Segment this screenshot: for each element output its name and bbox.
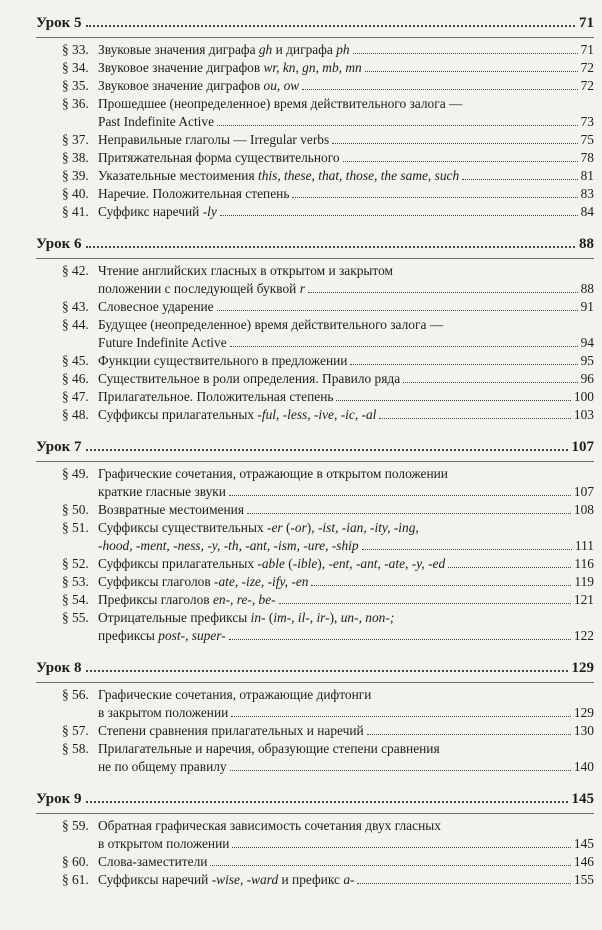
lesson-page-number: 88 xyxy=(579,236,594,252)
entry-line xyxy=(98,758,594,776)
entry-page-number: 100 xyxy=(573,389,594,404)
entry-line xyxy=(98,280,594,298)
entry-line xyxy=(98,77,594,95)
dot-leader xyxy=(350,364,577,365)
toc-entry xyxy=(36,203,594,221)
entry-text: Слова-заместители xyxy=(98,854,208,869)
entry-lines xyxy=(98,501,594,519)
dot-leader xyxy=(231,716,571,717)
entry-text: Графические сочетания, отражающие дифтонги xyxy=(98,687,372,702)
entry-line xyxy=(98,352,594,370)
dot-leader xyxy=(365,71,578,72)
entry-page-number: 95 xyxy=(580,353,594,368)
entry-lines xyxy=(98,853,594,871)
entry-line xyxy=(98,483,594,501)
entry-text: Отрицательные префиксы in- (im-, il-, ir-), un-, non-; xyxy=(98,610,395,625)
dot-leader xyxy=(357,883,570,884)
entry-line xyxy=(98,835,594,853)
section-number: § 54. xyxy=(62,592,89,607)
entry-page-number: 83 xyxy=(580,186,594,201)
toc-entry xyxy=(36,465,594,501)
entry-text: Префиксы глаголов en-, re-, be- xyxy=(98,592,276,607)
entry-line xyxy=(98,95,594,113)
entry-page-number: 119 xyxy=(574,574,594,589)
dot-leader xyxy=(247,513,571,514)
toc-entry xyxy=(36,59,594,77)
entry-page-number: 129 xyxy=(573,705,594,720)
entry-lines xyxy=(98,555,594,573)
entry-page-number: 73 xyxy=(580,114,594,129)
section-number: § 43. xyxy=(62,299,89,314)
entry-text: Указательные местоимения this, these, that, those, the same, such xyxy=(98,168,460,183)
toc-entry xyxy=(36,519,594,555)
toc-entry xyxy=(36,41,594,59)
entry-line xyxy=(98,537,594,555)
toc-entry xyxy=(36,406,594,424)
section-number: § 42. xyxy=(62,263,89,278)
entry-text: Суффиксы наречий -wise, -ward и префикс a- xyxy=(98,872,355,887)
dot-leader xyxy=(232,847,570,848)
entry-text: Прошедшее (неопределенное) время действительного залога — xyxy=(98,96,463,111)
entry-text: не по общему правилу xyxy=(98,759,227,774)
entry-line xyxy=(98,465,594,483)
section-number: § 50. xyxy=(62,502,89,517)
entry-page-number: 108 xyxy=(573,502,594,517)
lesson-section xyxy=(36,659,594,776)
entry-line xyxy=(98,722,594,740)
dot-leader xyxy=(229,639,571,640)
entry-text: Неправильные глаголы — Irregular verbs xyxy=(98,132,330,147)
entry-line xyxy=(98,704,594,722)
section-number: § 49. xyxy=(62,466,89,481)
toc-entry xyxy=(36,131,594,149)
entry-lines xyxy=(98,871,594,889)
lesson-header xyxy=(36,659,594,683)
lesson-page-number: 71 xyxy=(579,15,594,31)
entry-lines xyxy=(98,59,594,77)
entry-text: Будущее (неопределенное) время действительного залога — xyxy=(98,317,444,332)
section-number: § 35. xyxy=(62,78,89,93)
entry-line xyxy=(98,185,594,203)
entry-line xyxy=(98,853,594,871)
toc-entry xyxy=(36,686,594,722)
entry-text: префиксы post-, super- xyxy=(98,628,226,643)
dot-leader xyxy=(302,89,577,90)
entry-lines xyxy=(98,262,594,298)
entry-page-number: 96 xyxy=(580,371,594,386)
section-number: § 41. xyxy=(62,204,89,219)
entry-lines xyxy=(98,95,594,131)
entry-list xyxy=(36,817,594,889)
toc-entry xyxy=(36,573,594,591)
toc-entry xyxy=(36,262,594,298)
entry-text: Существительное в роли определения. Правило ряда xyxy=(98,371,401,386)
toc-entry xyxy=(36,740,594,776)
toc-entry xyxy=(36,149,594,167)
dot-leader xyxy=(448,567,571,568)
dot-leader xyxy=(86,670,568,672)
entry-text: Future Indefinite Active xyxy=(98,335,227,350)
entry-lines xyxy=(98,686,594,722)
entry-line xyxy=(98,817,594,835)
entry-line xyxy=(98,871,594,889)
entry-page-number: 75 xyxy=(580,132,594,147)
entry-line xyxy=(98,740,594,758)
entry-lines xyxy=(98,185,594,203)
entry-page-number: 72 xyxy=(580,78,594,93)
dot-leader xyxy=(353,53,578,54)
entry-line xyxy=(98,41,594,59)
dot-leader xyxy=(379,418,571,419)
toc-entry xyxy=(36,722,594,740)
toc-entry xyxy=(36,501,594,519)
entry-lines xyxy=(98,149,594,167)
entry-lines xyxy=(98,722,594,740)
entry-text: Past Indefinite Active xyxy=(98,114,215,129)
section-number: § 53. xyxy=(62,574,89,589)
entry-lines xyxy=(98,388,594,406)
entry-text: Звуковые значения диграфа gh и диграфа ph xyxy=(98,42,350,57)
entry-lines xyxy=(98,352,594,370)
entry-line xyxy=(98,501,594,519)
entry-lines xyxy=(98,167,594,185)
toc-entry xyxy=(36,609,594,645)
entry-text: положении с последующей буквой r xyxy=(98,281,305,296)
entry-text: Возвратные местоимения xyxy=(98,502,244,517)
entry-page-number: 145 xyxy=(573,836,594,851)
entry-text: Степени сравнения прилагательных и наречий xyxy=(98,723,364,738)
entry-line xyxy=(98,262,594,280)
entry-line xyxy=(98,298,594,316)
section-number: § 47. xyxy=(62,389,89,404)
toc-entry xyxy=(36,817,594,853)
lesson-header xyxy=(36,14,594,38)
section-number: § 57. xyxy=(62,723,89,738)
dot-leader xyxy=(86,801,568,803)
entry-lines xyxy=(98,817,594,853)
entry-list xyxy=(36,465,594,645)
entry-lines xyxy=(98,573,594,591)
entry-text: Притяжательная форма существительного xyxy=(98,150,340,165)
section-number: § 60. xyxy=(62,854,89,869)
dot-leader xyxy=(336,400,570,401)
entry-text: Звуковое значение диграфов ou, ow xyxy=(98,78,300,93)
dot-leader xyxy=(217,310,578,311)
entry-line xyxy=(98,203,594,221)
entry-line xyxy=(98,167,594,185)
toc-entry xyxy=(36,591,594,609)
entry-line xyxy=(98,555,594,573)
entry-text: Звуковое значение диграфов wr, kn, gn, mb, mn xyxy=(98,60,362,75)
entry-page-number: 116 xyxy=(574,556,594,571)
entry-line xyxy=(98,370,594,388)
entry-lines xyxy=(98,591,594,609)
entry-line xyxy=(98,388,594,406)
lesson-section xyxy=(36,790,594,889)
entry-lines xyxy=(98,41,594,59)
entry-line xyxy=(98,591,594,609)
dot-leader xyxy=(343,161,578,162)
section-number: § 46. xyxy=(62,371,89,386)
section-number: § 36. xyxy=(62,96,89,111)
entry-text: Суффикс наречий -ly xyxy=(98,204,217,219)
section-number: § 56. xyxy=(62,687,89,702)
dot-leader xyxy=(220,215,578,216)
entry-text: Чтение английских гласных в открытом и закрытом xyxy=(98,263,394,278)
lesson-page-number: 129 xyxy=(571,660,594,676)
entry-line xyxy=(98,406,594,424)
toc-entry xyxy=(36,298,594,316)
toc-entry xyxy=(36,316,594,352)
dot-leader xyxy=(292,197,577,198)
section-number: § 58. xyxy=(62,741,89,756)
section-number: § 48. xyxy=(62,407,89,422)
toc-entry xyxy=(36,167,594,185)
dot-leader xyxy=(403,382,577,383)
entry-lines xyxy=(98,519,594,555)
entry-line xyxy=(98,316,594,334)
entry-lines xyxy=(98,609,594,645)
entry-line xyxy=(98,573,594,591)
entry-line xyxy=(98,59,594,77)
entry-list xyxy=(36,41,594,221)
dot-leader xyxy=(279,603,571,604)
entry-text: Суффиксы прилагательных -ful, -less, -ive, -ic, -al xyxy=(98,407,377,422)
dot-leader xyxy=(230,770,571,771)
lesson-section xyxy=(36,235,594,424)
entry-page-number: 146 xyxy=(573,854,594,869)
dot-leader xyxy=(86,449,568,451)
entry-text: Словесное ударение xyxy=(98,299,214,314)
lesson-page-number: 107 xyxy=(571,439,594,455)
entry-line xyxy=(98,149,594,167)
lesson-header xyxy=(36,438,594,462)
entry-page-number: 122 xyxy=(573,628,594,643)
entry-page-number: 103 xyxy=(573,407,594,422)
toc-entry xyxy=(36,388,594,406)
section-number: § 61. xyxy=(62,872,89,887)
entry-text: в открытом положении xyxy=(98,836,230,851)
entry-lines xyxy=(98,406,594,424)
lesson-title: Урок 8 xyxy=(36,660,82,676)
lesson-title: Урок 6 xyxy=(36,236,82,252)
dot-leader xyxy=(210,865,570,866)
dot-leader xyxy=(217,125,578,126)
entry-page-number: 94 xyxy=(580,335,594,350)
entry-text: в закрытом положении xyxy=(98,705,229,720)
entry-page-number: 71 xyxy=(580,42,594,57)
section-number: § 44. xyxy=(62,317,89,332)
entry-text: Суффиксы глаголов -ate, -ize, -ify, -en xyxy=(98,574,309,589)
entry-text: Прилагательные и наречия, образующие степени сравнения xyxy=(98,741,440,756)
entry-text: краткие гласные звуки xyxy=(98,484,226,499)
entry-page-number: 91 xyxy=(580,299,594,314)
toc-entry xyxy=(36,352,594,370)
entry-text: Суффиксы существительных -er (-or), -ist, -ian, -ity, -ing, xyxy=(98,520,419,535)
entry-lines xyxy=(98,370,594,388)
entry-page-number: 121 xyxy=(573,592,594,607)
dot-leader xyxy=(367,734,571,735)
entry-line xyxy=(98,609,594,627)
toc-entry xyxy=(36,555,594,573)
entry-line xyxy=(98,627,594,645)
section-number: § 37. xyxy=(62,132,89,147)
dot-leader xyxy=(86,246,575,248)
section-number: § 34. xyxy=(62,60,89,75)
entry-lines xyxy=(98,203,594,221)
entry-page-number: 107 xyxy=(573,484,594,499)
entry-text: -hood, -ment, -ness, -y, -th, -ant, -ism, -ure, -ship xyxy=(98,538,359,553)
entry-line xyxy=(98,113,594,131)
toc-entry xyxy=(36,370,594,388)
entry-line xyxy=(98,131,594,149)
entry-line xyxy=(98,519,594,537)
section-number: § 55. xyxy=(62,610,89,625)
entry-line xyxy=(98,334,594,352)
entry-lines xyxy=(98,316,594,352)
toc-entry xyxy=(36,95,594,131)
lesson-page-number: 145 xyxy=(571,791,594,807)
lesson-title: Урок 7 xyxy=(36,439,82,455)
entry-text: Наречие. Положительная степень xyxy=(98,186,290,201)
lesson-section xyxy=(36,438,594,645)
section-number: § 38. xyxy=(62,150,89,165)
dot-leader xyxy=(311,585,571,586)
entry-text: Прилагательное. Положительная степень xyxy=(98,389,334,404)
dot-leader xyxy=(230,346,578,347)
entry-lines xyxy=(98,131,594,149)
section-number: § 45. xyxy=(62,353,89,368)
toc-entry xyxy=(36,185,594,203)
entry-line xyxy=(98,686,594,704)
entry-lines xyxy=(98,77,594,95)
entry-page-number: 130 xyxy=(573,723,594,738)
section-number: § 52. xyxy=(62,556,89,571)
entry-lines xyxy=(98,740,594,776)
section-number: § 59. xyxy=(62,818,89,833)
dot-leader xyxy=(308,292,578,293)
entry-list xyxy=(36,686,594,776)
dot-leader xyxy=(86,25,575,27)
entry-page-number: 78 xyxy=(580,150,594,165)
entry-page-number: 88 xyxy=(580,281,594,296)
entry-lines xyxy=(98,465,594,501)
dot-leader xyxy=(462,179,577,180)
entry-list xyxy=(36,262,594,424)
dot-leader xyxy=(362,549,572,550)
toc-entry xyxy=(36,871,594,889)
section-number: § 51. xyxy=(62,520,89,535)
toc-entry xyxy=(36,853,594,871)
lesson-header xyxy=(36,235,594,259)
entry-text: Графические сочетания, отражающие в открытом положении xyxy=(98,466,448,481)
entry-text: Функции существительного в предложении xyxy=(98,353,348,368)
lesson-section xyxy=(36,14,594,221)
entry-page-number: 155 xyxy=(573,872,594,887)
dot-leader xyxy=(332,143,577,144)
entry-page-number: 72 xyxy=(580,60,594,75)
entry-page-number: 81 xyxy=(580,168,594,183)
section-number: § 33. xyxy=(62,42,89,57)
entry-page-number: 111 xyxy=(574,538,594,553)
entry-lines xyxy=(98,298,594,316)
lesson-header xyxy=(36,790,594,814)
section-number: § 39. xyxy=(62,168,89,183)
entry-page-number: 84 xyxy=(580,204,594,219)
dot-leader xyxy=(229,495,571,496)
section-number: § 40. xyxy=(62,186,89,201)
entry-page-number: 140 xyxy=(573,759,594,774)
lesson-title: Урок 9 xyxy=(36,791,82,807)
entry-text: Суффиксы прилагательных -able (-ible), -ent, -ant, -ate, -y, -ed xyxy=(98,556,446,571)
entry-text: Обратная графическая зависимость сочетания двух гласных xyxy=(98,818,441,833)
toc-entry xyxy=(36,77,594,95)
lesson-title: Урок 5 xyxy=(36,15,82,31)
